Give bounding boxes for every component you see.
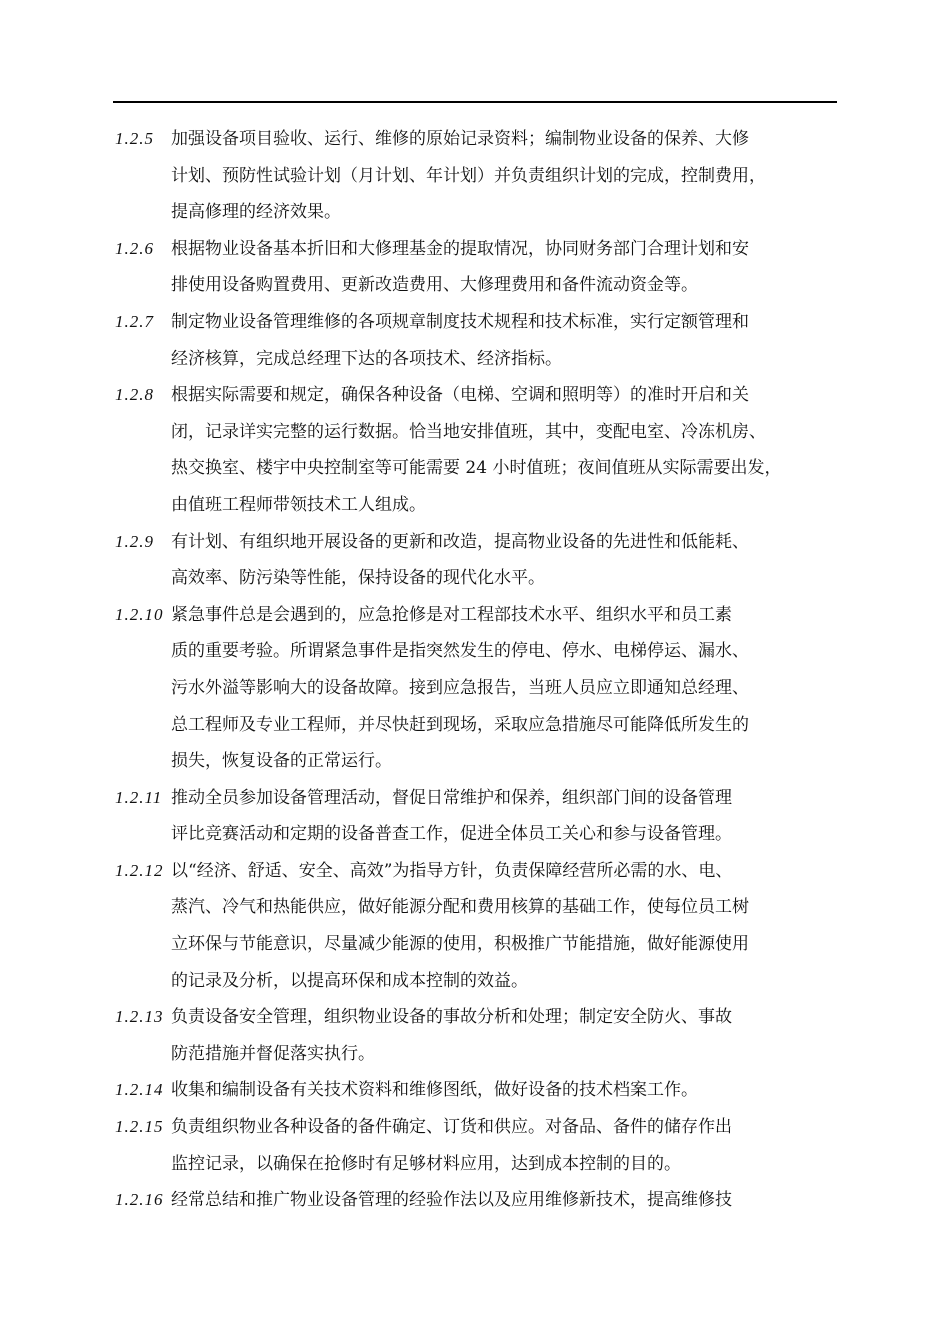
clause-first-line: 根据物业设备基本折旧和大修理基金的提取情况，协同财务部门合理计划和安 (171, 238, 749, 259)
clause-continuation: 防范措施并督促落实执行。 (171, 1043, 375, 1064)
clause-number: 1.2.6 (115, 238, 154, 258)
clause-first-line: 经常总结和推广物业设备管理的经验作法以及应用维修新技术，提高维修技 (171, 1190, 732, 1211)
clause-number: 1.2.8 (115, 385, 154, 405)
clause-1-2-5 (0, 121, 851, 231)
clause-first-line: 以“经济、舒适、安全、高效”为指导方针，负责保障经营所必需的水、电、 (171, 860, 733, 881)
clause-first-line: 负责设备安全管理，组织物业设备的事故分析和处理；制定安全防火、事故 (171, 1007, 732, 1028)
clause-first-line: 有计划、有组织地开展设备的更新和改造，提高物业设备的先进性和低能耗、 (171, 531, 749, 552)
clause-1-2-10 (0, 597, 851, 780)
clause-continuation: 监控记录，以确保在抢修时有足够材料应用，达到成本控制的目的。 (171, 1153, 681, 1174)
clause-first-line: 收集和编制设备有关技术资料和维修图纸，做好设备的技术档案工作。 (171, 1080, 698, 1101)
clause-number: 1.2.10 (115, 604, 164, 624)
clause-first-line: 根据实际需要和规定，确保各种设备（电梯、空调和照明等）的准时开启和关 (171, 385, 749, 406)
clause-1-2-7 (0, 304, 851, 377)
clause-continuation: 闭，记录详实完整的运行数据。恰当地安排值班，其中，变配电室、冷冻机房、 热交换室、楼宇中央控制室等可能需要 24 小时值班；夜间值班从实际需要出发， 由值班工程师带领技术工人组成。 (171, 421, 782, 515)
clause-number: 1.2.16 (115, 1190, 164, 1210)
clause-number: 1.2.15 (115, 1117, 164, 1137)
clause-first-line: 加强设备项目验收、运行、维修的原始记录资料；编制物业设备的保养、大修 (171, 129, 749, 149)
clause-continuation: 经济核算，完成总经理下达的各项技术、经济指标。 (171, 348, 562, 369)
clause-continuation: 蒸汽、冷气和热能供应，做好能源分配和费用核算的基础工作，使每位员工树 立环保与节能意识，尽量减少能源的使用，积极推广节能措施，做好能源使用 的记录及分析，以提高环保和成本控制的效益。 (171, 897, 749, 991)
clause-number: 1.2.12 (115, 860, 164, 880)
clause-1-2-6 (0, 231, 851, 304)
clause-continuation: 质的重要考验。所谓紧急事件是指突然发生的停电、停水、电梯停运、漏水、 污水外溢等影响大的设备故障。接到应急报告，当班人员应立即通知总经理、 总工程师及专业工程师，并尽快赶到现场，采取应急措施尽可能降低所发生的 损失，恢复设备的正常运行。 (171, 641, 749, 772)
clause-number: 1.2.14 (115, 1080, 164, 1100)
clause-1-2-14 (0, 1072, 851, 1109)
clause-continuation: 排使用设备购置费用、更新改造费用、大修理费用和备件流动资金等。 (171, 275, 698, 296)
clause-first-line: 制定物业设备管理维修的各项规章制度技术规程和技术标准，实行定额管理和 (171, 311, 749, 332)
clause-continuation: 高效率、防污染等性能，保持设备的现代化水平。 (171, 568, 545, 589)
clause-first-line: 负责组织物业各种设备的备件确定、订货和供应。对备品、备件的储存作出 (171, 1117, 732, 1138)
clause-1-2-15 (0, 1109, 851, 1182)
clause-number: 1.2.5 (115, 129, 154, 148)
clause-first-line: 推动全员参加设备管理活动，督促日常维护和保养，组织部门间的设备管理 (171, 787, 732, 808)
clause-number: 1.2.7 (115, 311, 154, 331)
header-rule (113, 101, 837, 103)
clause-1-2-16 (0, 1182, 851, 1219)
clause-1-2-11 (0, 780, 851, 853)
clause-1-2-12 (0, 853, 851, 999)
clause-first-line: 紧急事件总是会遇到的，应急抢修是对工程部技术水平、组织水平和员工素 (171, 604, 732, 625)
clause-number: 1.2.9 (115, 531, 154, 551)
clause-list (0, 121, 950, 1219)
clause-1-2-9 (0, 524, 851, 597)
clause-continuation: 评比竞赛活动和定期的设备普查工作，促进全体员工关心和参与设备管理。 (171, 824, 732, 845)
clause-number: 1.2.11 (115, 787, 163, 807)
clause-1-2-8 (0, 377, 851, 523)
clause-1-2-13 (0, 999, 851, 1072)
clause-continuation: 计划、预防性试验计划（月计划、年计划）并负责组织计划的完成，控制费用， 提高修理的经济效果。 (171, 165, 766, 223)
clause-number: 1.2.13 (115, 1007, 164, 1027)
